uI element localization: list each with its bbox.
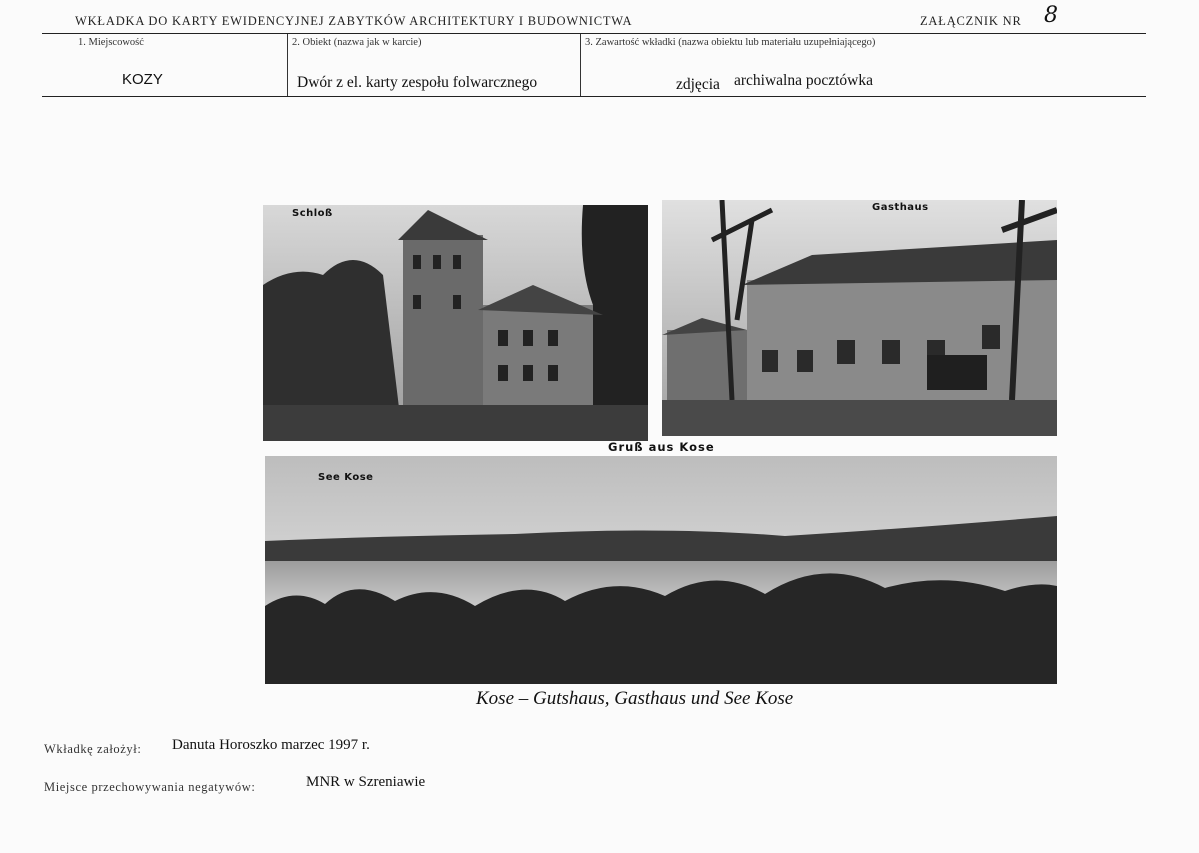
content-value-photos: zdjęcia bbox=[676, 76, 720, 93]
field-divider bbox=[287, 34, 288, 96]
storage-value: MNR w Szreniawie bbox=[306, 774, 426, 790]
place-value: KOZY bbox=[122, 71, 163, 88]
header-bottom-rule bbox=[42, 96, 1146, 97]
lake-caption: See Kose bbox=[318, 472, 374, 483]
content-value-postcard: archiwalna pocztówka bbox=[734, 72, 874, 89]
object-value: Dwór z el. karty zespołu folwarcznego bbox=[297, 74, 538, 91]
annex-number: 8 bbox=[1044, 3, 1058, 28]
lake-photo bbox=[265, 456, 1057, 684]
document-title: WKŁADKA DO KARTY EWIDENCYJNEJ ZABYTKÓW ARCHITEKTURY I BUDOWNICTWA bbox=[75, 14, 633, 28]
inn-caption: Gasthaus bbox=[872, 202, 929, 213]
storage-label: Miejsce przechowywania negatywów: bbox=[44, 780, 256, 794]
place-label: 1. Miejscowość bbox=[78, 37, 144, 48]
annex-label: ZAŁĄCZNIK NR bbox=[920, 14, 1022, 28]
object-label: 2. Obiekt (nazwa jak w karcie) bbox=[292, 37, 422, 48]
postcard-caption: Kose – Gutshaus, Gasthaus und See Kose bbox=[476, 688, 794, 709]
content-label: 3. Zawartość wkładki (nazwa obiektu lub materiału uzupełniającego) bbox=[585, 37, 876, 48]
inn-photo bbox=[662, 200, 1057, 436]
author-label: Wkładkę założył: bbox=[44, 742, 142, 756]
field-divider bbox=[580, 34, 581, 96]
castle-photo bbox=[263, 205, 648, 441]
castle-caption: Schloß bbox=[292, 208, 333, 219]
postcard-greeting: Gruß aus Kose bbox=[608, 440, 715, 454]
header-top-rule bbox=[42, 33, 1146, 34]
author-value: Danuta Horoszko marzec 1997 r. bbox=[172, 737, 370, 753]
